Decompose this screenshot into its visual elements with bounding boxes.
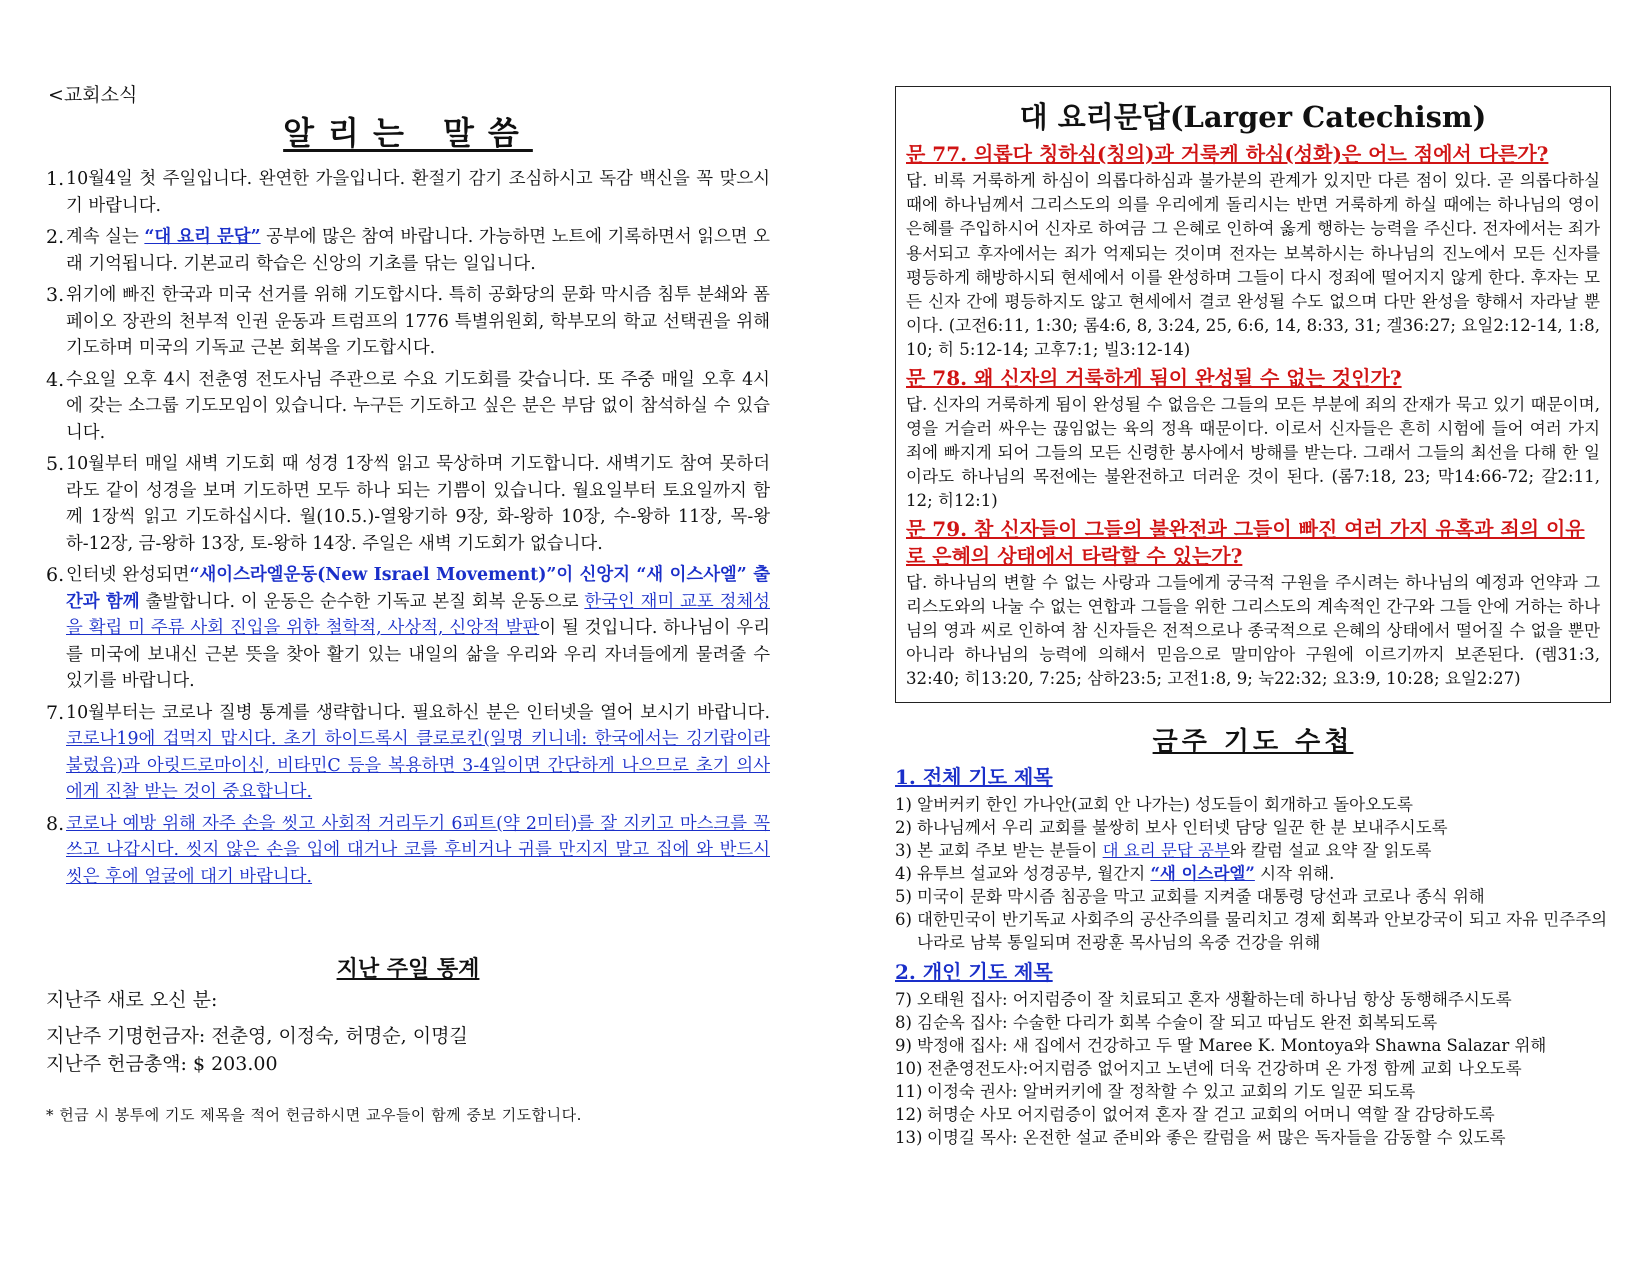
notice-item xyxy=(46,700,770,806)
text-run: 10월부터는 코로나 질병 통계를 생략합니다. 필요하신 분은 인터넷을 열어 보시기 바랍니다. xyxy=(66,702,770,723)
announcements-title: 알리는 말씀 xyxy=(283,114,533,152)
offering-note: * 헌금 시 봉투에 기도 제목을 적어 헌금하시면 교우들이 함께 중보 기도합니다. xyxy=(46,1106,582,1124)
prayer-item-number: 1) xyxy=(895,794,912,814)
notice-number: 3. xyxy=(46,284,65,306)
prayer-section-heading: 1. 전체 기도 제목 xyxy=(895,764,1053,789)
notice-number: 1. xyxy=(46,168,65,190)
prayer-item-text xyxy=(917,839,1611,862)
text-run: 박정애 집사: 새 집에서 건강하고 두 딸 Maree K. Montoya와 Shawna Salazar 위해 xyxy=(917,1035,1547,1055)
notice-item xyxy=(46,166,770,219)
text-run: 한국인 재미 교포 정체성을 확립 미 주류 사회 진입을 위한 철학적, 사상적, 신앙적 발판 xyxy=(66,591,770,638)
notice-text xyxy=(66,224,770,277)
notice-number: 4. xyxy=(46,368,65,391)
prayer-item-text xyxy=(917,885,1611,908)
catechism-answer: 답. 하나님의 변할 수 없는 사랑과 그들에게 궁극적 구원을 주시려는 하나님의 예정과 언약과 그리스도와의 나눌 수 없는 연합과 그들을 위한 그리스도의 계속적인 간구와 그들 안에 거하는 하나님의 영과 씨로 인하여 참 신자들은 전적으로나 종국적으로 은혜의 상태에서 떨어질 수 없을 뿐만 아니라 하나님의 능력에 의해서 믿음으로 말미암아 구원에 이르기까지 보존된다. (렘31:3, 32:40; 히13:20, 7:25; 삼하23:5; 고전1:8, 9; 눅22:32; 요3:9, 10:28; 요일2:27) xyxy=(906,572,1600,689)
prayer-section-heading: 2. 개인 기도 제목 xyxy=(895,959,1053,984)
prayer-item xyxy=(895,793,1611,816)
named-offering-line: 지난주 기명헌금자: 전춘영, 이정숙, 허명순, 이명길 xyxy=(46,1025,468,1047)
notice-item xyxy=(46,811,770,891)
prayer-item xyxy=(895,988,1611,1011)
right-column xyxy=(895,86,1611,1151)
text-run: 시작 위해. xyxy=(1254,863,1335,883)
prayer-item-number: 10) xyxy=(895,1058,923,1078)
text-run: 본 교회 주보 받는 분들이 xyxy=(917,840,1103,860)
prayer-item-text xyxy=(917,793,1611,816)
prayer-title: 금주 기도 수첩 xyxy=(1152,726,1354,757)
prayer-item-number: 9) xyxy=(895,1035,912,1055)
new-visitors-line: 지난주 새로 오신 분: xyxy=(46,989,218,1011)
prayer-item xyxy=(895,1126,1611,1149)
prayer-item-text xyxy=(917,862,1611,885)
text-run: 출발합니다. 이 운동은 순수한 기독교 본질 회복 운동으로 xyxy=(139,591,585,612)
text-run: 이명길 목사: 온전한 설교 준비와 좋은 칼럼을 써 많은 독자들을 감동할 수 있도록 xyxy=(927,1127,1506,1147)
total-offering-line: 지난주 헌금총액: $ 203.00 xyxy=(46,1053,278,1075)
text-run: 인터넷 완성되면 xyxy=(66,565,190,585)
prayer-item xyxy=(895,839,1611,862)
prayer-list xyxy=(895,988,1611,1149)
notice-text xyxy=(66,166,770,219)
notice-item xyxy=(46,562,770,695)
text-run: 10월부터 매일 새벽 기도회 때 성경 1장씩 읽고 묵상하며 기도합니다. 새벽기도 참여 못하더라도 같이 성경을 보며 기도하면 모두 하나 되는 기쁨이 있습니다. 월요일부터 토요일까지 함께 1장씩 읽고 기도하십시다. 월(10.5.)-열왕기하 9장, 화-왕하 10장, 수-왕하 11장, 목-왕하-12장, 금-왕하 13장, 토-왕하 14장. 주일은 새벽 기도회가 없습니다. xyxy=(66,454,770,554)
prayer-sections xyxy=(895,761,1611,1149)
text-run: 이정숙 권사: 알버커키에 잘 정착할 수 있고 교회의 기도 일꾼 되도록 xyxy=(927,1081,1416,1101)
prayer-item xyxy=(895,816,1611,839)
catechism-question: 문 79. 참 신자들이 그들의 불완전과 그들이 빠진 여러 가지 유혹과 죄의 이유로 은혜의 상태에서 타락할 수 있는가? xyxy=(906,516,1585,568)
notice-text xyxy=(66,700,770,806)
prayer-item-text xyxy=(927,1080,1611,1103)
stats-title: 지난 주일 통계 xyxy=(336,956,480,982)
prayer-item xyxy=(895,1103,1611,1126)
text-run: 코로나19에 겁먹지 맙시다. 초기 하이드록시 클로로킨(일명 키니네: 한국에서는 깅기랍이라 불렀음)과 아릿드로마이신, 비타민C 등을 복용하면 3-4일이면 간단하게 나으므로 초기 의사에게 진찰 받는 것이 중요합니다. xyxy=(66,729,770,802)
prayer-item xyxy=(895,1034,1611,1057)
prayer-item-text xyxy=(927,1126,1611,1149)
text-run: 미국이 문화 막시즘 침공을 막고 교회를 지켜줄 대통령 당선과 코로나 종식 위해 xyxy=(917,886,1485,906)
prayer-list xyxy=(895,793,1611,954)
text-run: “새이스라엘운동(New Israel Movement)”이 신앙지 “새 이스사엘” 출간과 함께 xyxy=(66,565,770,612)
notice-item xyxy=(46,224,770,277)
notice-text xyxy=(66,282,770,362)
prayer-item xyxy=(895,862,1611,885)
text-run: 김순옥 집사: 수술한 다리가 회복 수술이 잘 되고 따님도 완전 회복되도록 xyxy=(917,1012,1438,1032)
notices-list xyxy=(46,166,770,890)
prayer-item-number: 6) xyxy=(895,909,912,929)
prayer-item-text xyxy=(917,908,1611,954)
text-run: 전춘영전도사:어지럼증 없어지고 노년에 더욱 건강하며 온 가정 함께 교회 나오도록 xyxy=(927,1058,1522,1078)
notice-text xyxy=(66,451,770,557)
notice-item xyxy=(46,282,770,362)
prayer-item xyxy=(895,885,1611,908)
prayer-item xyxy=(895,1080,1611,1103)
notice-number: 5. xyxy=(46,453,65,475)
text-run: 하나님께서 우리 교회를 불쌍히 보사 인터넷 담당 일꾼 한 분 보내주시도록 xyxy=(917,817,1448,837)
text-run: 오태원 집사: 어지럼증이 잘 치료되고 혼자 생활하는데 하나님 항상 동행해주시도록 xyxy=(917,989,1512,1009)
text-run: 공부에 많은 참여 바랍니다. 가능하면 노트에 기록하면서 읽으면 오래 기억됩니다. 기본교리 학습은 신앙의 기초를 닦는 일입니다. xyxy=(66,227,770,274)
text-run: 코로나 예방 위해 자주 손을 씻고 사회적 거리두기 6피트(약 2미터)를 잘 지키고 마스크를 꼭 쓰고 나갑시다. 씻지 않은 손을 입에 대거나 코를 후비거나 귀를 만지지 말고 집에 와 반드시 씻은 후에 얼굴에 대기 바랍니다. xyxy=(66,813,770,887)
prayer-item-number: 2) xyxy=(895,817,912,837)
notice-text xyxy=(66,811,770,891)
notice-item xyxy=(46,451,770,557)
prayer-item-number: 11) xyxy=(895,1081,923,1101)
prayer-item-number: 12) xyxy=(895,1104,923,1124)
text-run: 이 될 것입니다. 하나님이 우리를 미국에 보내신 근본 뜻을 찾아 활기 있는 내일의 삶을 우리와 우리 자녀들에게 물려줄 수 있기를 바랍니다. xyxy=(66,618,770,691)
prayer-item-text xyxy=(917,816,1611,839)
section-tag: <교회소식 xyxy=(48,84,138,106)
prayer-item-number: 4) xyxy=(895,863,912,883)
prayer-item-text xyxy=(927,1057,1611,1080)
prayer-item-number: 8) xyxy=(895,1012,912,1032)
text-run: 수요일 오후 4시 전춘영 전도사님 주관으로 수요 기도회를 갖습니다. 또 주중 매일 오후 4시에 갖는 소그룹 기도모임이 있습니다. 누구든 기도하고 싶은 분은 부담 없이 참석하실 수 있습니다. xyxy=(66,369,770,443)
text-run: 계속 실는 xyxy=(66,227,145,247)
notice-text xyxy=(66,562,770,695)
notice-text xyxy=(66,367,770,447)
catechism-answer: 답. 신자의 거룩하게 됨이 완성될 수 없음은 그들의 모든 부분에 죄의 잔재가 묵고 있기 때문이며, 영을 거슬러 싸우는 끊임없는 육의 정욕 때문이다. 이로서 신자들은 흔히 시험에 들어 여러 가지 죄에 빠지게 되어 그들의 모든 신령한 봉사에서 방해를 받는다. 그래서 그들의 최선을 다해 한 일이라도 하나님의 목전에는 불완전하고 더러운 것이 된다. (롬7:18, 23; 막14:66-72; 갈2:11, 12; 히12:1) xyxy=(906,394,1600,511)
catechism-answer: 답. 비록 거룩하게 하심이 의롭다하심과 불가분의 관계가 있지만 다른 점이 있다. 곧 의롭다하실 때에 하나님께서 그리스도의 의를 우리에게 돌리시는 반면 거룩하게 하실 때에는 하나님의 영이 은혜를 주입하시어 신자로 하여금 그 은혜로 인하여 옳게 행하는 능력을 주신다. 전자에서는 죄가 용서되고 후자에서는 죄가 억제되는 것이며 전자는 보복하시는 하나님의 진노에서 모든 신자를 평등하게 해방하시되 현세에서 이를 완성하며 그들이 다시 정죄에 떨어지지 않게 한다. 후자는 모든 신자 간에 평등하지도 않고 현세에서 결코 완성될 수도 없으며 다만 완성을 향해서 자라날 뿐이다. (고전6:11, 1:30; 롬4:6, 8, 3:24, 25, 6:6, 14, 8:33, 31; 겔36:27; 요일2:12-14, 1:8, 10; 히 5:12-14; 고후7:1; 빌3:12-14) xyxy=(906,171,1600,360)
text-run: “새 이스라엘” xyxy=(1150,863,1255,883)
text-run: “대 요리 문답” xyxy=(144,227,261,247)
prayer-item-text xyxy=(917,1011,1611,1034)
catechism-box xyxy=(895,86,1611,703)
prayer-item-number: 7) xyxy=(895,989,912,1009)
text-run: 위기에 빠진 한국과 미국 선거를 위해 기도합시다. 특히 공화당의 문화 막시즘 침투 분쇄와 폼페이오 장관의 천부적 인권 운동과 트럼프의 1776 특별위원회, 학부모의 학교 선택권을 위해 기도하며 미국의 기독교 근본 회복을 기도합시다. xyxy=(66,285,770,358)
catechism-question: 문 77. 의롭다 칭하심(칭의)과 거룩케 하심(성화)은 어느 점에서 다른가? xyxy=(906,142,1549,166)
notice-number: 7. xyxy=(46,701,65,724)
prayer-item xyxy=(895,1011,1611,1034)
text-run: 와 칼럼 설교 요약 잘 읽도록 xyxy=(1229,840,1432,860)
prayer-item-number: 5) xyxy=(895,886,912,906)
catechism-qa xyxy=(906,141,1600,692)
prayer-item-number: 3) xyxy=(895,840,912,860)
notice-number: 6. xyxy=(46,564,65,586)
catechism-title: 대 요리문답(Larger Catechism) xyxy=(1019,100,1487,134)
prayer-item-text xyxy=(927,1103,1611,1126)
notice-number: 8. xyxy=(46,812,65,835)
text-run: 유투브 설교와 성경공부, 월간지 xyxy=(917,863,1151,883)
text-run: 대 요리 문답 공부 xyxy=(1102,840,1230,860)
text-run: 대한민국이 반기독교 사회주의 공산주의를 물리치고 경제 회복과 안보강국이 되고 자유 민주주의 나라로 남북 통일되며 전광훈 목사님의 옥중 건강을 위해 xyxy=(917,909,1608,952)
text-run: 허명순 사모 어지럼증이 없어져 혼자 잘 걷고 교회의 어머니 역할 잘 감당하도록 xyxy=(927,1104,1495,1124)
prayer-item-text xyxy=(917,1034,1611,1057)
prayer-item-number: 13) xyxy=(895,1127,923,1147)
catechism-question: 문 78. 왜 신자의 거룩하게 됨이 완성될 수 없는 것인가? xyxy=(906,365,1402,390)
text-run: 10월4일 첫 주일입니다. 완연한 가을입니다. 환절기 감기 조심하시고 독감 백신을 꼭 맞으시기 바랍니다. xyxy=(66,169,770,216)
prayer-item xyxy=(895,1057,1611,1080)
prayer-item-text xyxy=(917,988,1611,1011)
text-run: 알버커키 한인 가나안(교회 안 나가는) 성도들이 회개하고 돌아오도록 xyxy=(917,794,1413,814)
notice-item xyxy=(46,367,770,447)
notice-number: 2. xyxy=(46,226,65,248)
prayer-item xyxy=(895,908,1611,954)
announcements-column xyxy=(46,80,770,1125)
